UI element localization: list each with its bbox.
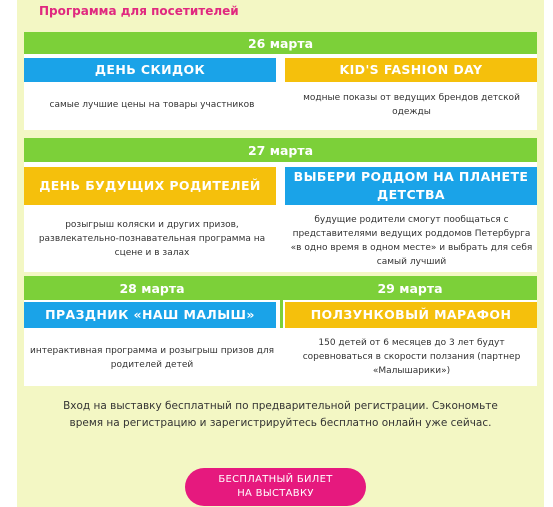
event-title-our-baby-holiday: ПРАЗДНИК «НАШ МАЛЫШ» xyxy=(24,302,276,328)
column-divider xyxy=(280,276,283,328)
free-ticket-button-label xyxy=(218,473,332,501)
date-bar-26: 26 марта xyxy=(24,32,537,54)
day-28-29-panel xyxy=(24,276,537,386)
section-title: Программа для посетителей xyxy=(39,4,239,18)
event-desc-our-baby-holiday: интерактивная программа и розыгрыш призов для родителей детей xyxy=(29,346,275,370)
free-ticket-line1: БЕСПЛАТНЫЙ БИЛЕТ xyxy=(218,474,333,485)
day-27-panel xyxy=(24,138,537,272)
free-ticket-line2: НА ВЫСТАВКУ xyxy=(237,488,314,499)
date-bar-29: 29 марта xyxy=(283,276,537,300)
date-bar-28: 28 марта xyxy=(24,276,280,300)
event-title-kids-fashion-day: KID'S FASHION DAY xyxy=(285,58,537,82)
registration-info-text: Вход на выставку бесплатный по предварительной регистрации. Сэкономьте время на регистрацию и зарегистрируйтесь бесплатно онлайн уже сейчас. xyxy=(63,400,498,429)
event-desc-kids-fashion-day: модные показы от ведущих брендов детской одежды xyxy=(303,93,520,117)
event-title-crawling-marathon: ПОЛЗУНКОВЫЙ МАРАФОН xyxy=(285,302,537,328)
event-title-choose-maternity-home: ВЫБЕРИ РОДДОМ НА ПЛАНЕТЕ ДЕТСТВА xyxy=(285,167,537,205)
free-ticket-button[interactable] xyxy=(185,468,366,506)
event-title-future-parents-day: ДЕНЬ БУДУЩИХ РОДИТЕЛЕЙ xyxy=(24,167,276,205)
date-bar-27: 27 марта xyxy=(24,138,537,162)
event-desc-future-parents-day: розыгрыш коляски и других призов, развлекательно-познавательная программа на сцене и в залах xyxy=(38,220,266,258)
day-26-panel xyxy=(24,32,537,130)
event-desc-choose-maternity-home: будущие родители смогут пообщаться с представителями ведущих роддомов Петербурга «в одно время в одном месте» и выбрать для себя самый лучший xyxy=(290,215,533,267)
event-desc-discount-day: самые лучшие цены на товары участников xyxy=(49,100,255,110)
event-title-discount-day: ДЕНЬ СКИДОК xyxy=(24,58,276,82)
event-desc-crawling-marathon: 150 детей от 6 месяцев до 3 лет будут соревноваться в скорости ползания (партнер «Малышарики») xyxy=(302,338,521,376)
